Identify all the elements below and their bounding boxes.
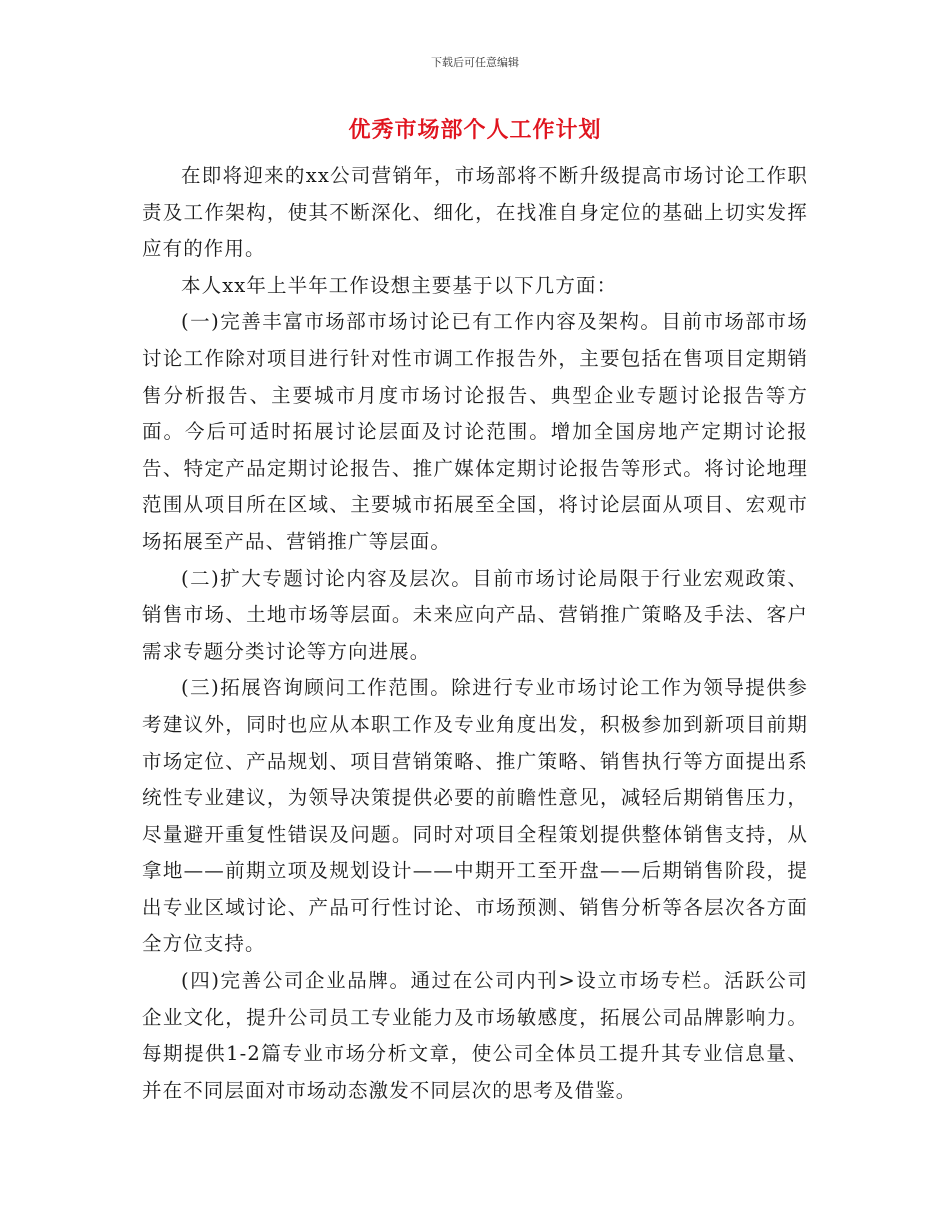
paragraph-item-2: (二)扩大专题讨论内容及层次。目前市场讨论局限于行业宏观政策、销售市场、土地市场等层面。未来应向产品、营销推广策略及手法、客户需求专题分类讨论等方向进展。 — [142, 566, 808, 663]
page-header-note: 下载后可任意编辑 — [431, 56, 519, 69]
document-title: 优秀市场部个人工作计划 — [348, 118, 602, 143]
paragraph-item-1: (一)完善丰富市场部市场讨论已有工作内容及架构。目前市场部市场讨论工作除对项目进行针对性市调工作报告外，主要包括在售项目定期销售分析报告、主要城市月度市场讨论报告、典型企业专题讨论报告等方面。今后可适时拓展讨论层面及讨论范围。增加全国房地产定期讨论报告、特定产品定期讨论报告、推广媒体定期讨论报告等形式。将讨论地理范围从项目所在区域、主要城市拓展至全国，将讨论层面从项目、宏观市场拓展至产品、营销推广等层面。 — [142, 310, 808, 553]
document-body — [142, 158, 808, 1109]
paragraph-item-4: (四)完善公司企业品牌。通过在公司内刊>设立市场专栏。活跃公司企业文化，提升公司员工专业能力及市场敏感度，拓展公司品牌影响力。每期提供1-2篇专业市场分析文章，使公司全体员工提升其专业信息量、并在不同层面对市场动态激发不同层次的思考及借鉴。 — [142, 969, 808, 1102]
paragraph-item-3: (三)拓展咨询顾问工作范围。除进行专业市场讨论工作为领导提供参考建议外，同时也应从本职工作及专业角度出发，积极参加到新项目前期市场定位、产品规划、项目营销策略、推广策略、销售执行等方面提出系统性专业建议，为领导决策提供必要的前瞻性意见，减轻后期销售压力，尽量避开重复性错误及问题。同时对项目全程策划提供整体销售支持，从拿地——前期立项及规划设计——中期开工至开盘——后期销售阶段，提出专业区域讨论、产品可行性讨论、市场预测、销售分析等各层次各方面全方位支持。 — [142, 676, 808, 956]
paragraph-intro: 在即将迎来的xx公司营销年，市场部将不断升级提高市场讨论工作职责及工作架构，使其不断深化、细化，在找准自身定位的基础上切实发挥应有的作用。 — [142, 164, 808, 261]
paragraph-overview: 本人xx年上半年工作设想主要基于以下几方面： — [181, 273, 618, 297]
